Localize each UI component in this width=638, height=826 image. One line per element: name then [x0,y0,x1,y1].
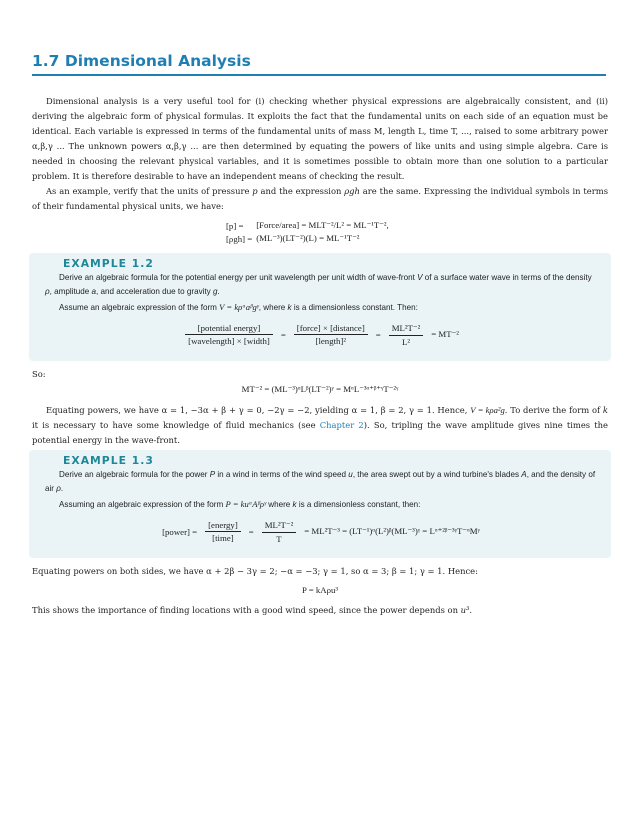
example-1-3-statement: Derive an algebraic formula for the power P in a wind in terms of the wind speed u, the area swept out by a wind turbine's blades A, and the density of air ρ. [45,470,596,494]
equating-paragraph-2: Equating powers on both sides, we have α + 2β − 3γ = 2; −α = −3; γ = 1, so α = 3; β = 1; γ = 1. Hence: [32,565,478,576]
example-1-3-fraction-equation: [power] = $\frac{\text{[energy]}}{\text{[time]}}$ = $\frac{\text{ML²T⁻²}}{T}$ = ML²T⁻³ = (LT⁻¹)ᵅ(L²)ᵝ(ML⁻³)ᵞ = Lᵅ⁺²ᵝ⁻³ᵞT⁻ᵅMᵞ [162,519,480,544]
section-title: 1.7 Dimensional Analysis [32,52,251,70]
fraction: $\frac{\text{ML²T⁻²}}{\text{L²}}$ [389,323,424,347]
so-label: So: [32,368,46,379]
fraction: $\frac{\text{ML²T⁻²}}{T}$ [262,520,297,544]
pressure-eq-row2-lhs: [ρgh] = [226,233,253,244]
intro-paragraph-2: As an example, verify that the units of pressure p and the expression ρgh are the same. Expressing the individual symbols in terms of their fundamental physical units, we have: [32,186,608,212]
equating-paragraph-1: Equating powers, we have α = 1, −3α + β + γ = 0, −2γ = −2, yielding α = 1, β = 2, γ = 1. Hence, V = kρa²g. To derive the form of k it is necessary to have some knowledge of fluid mechanics (see Chapter 2). So, tripling the wave amplitude gives nine times the potential energy in the wave-front. [32,404,608,446]
final-equation: P = kAρu³ [301,584,339,595]
pressure-eq-row2-rhs: (ML⁻³)(LT⁻²)(L) = ML⁻¹T⁻² [256,233,360,244]
so-equation: MT⁻² = (ML⁻³)ᵅLᵝ(LT⁻²)ᵞ = MᵅL⁻³ᵅ⁺ᵝ⁺ᵞT⁻²ᵞ [241,383,399,394]
pressure-eq-row1-lhs: [p] = [226,220,244,231]
pressure-eq-row1-rhs: [Force/area] = MLT⁻²/L² = ML⁻¹T⁻², [256,220,389,231]
example-box-1-2 [29,253,611,361]
closing-paragraph: This shows the importance of finding locations with a good wind speed, since the power depends on u³. [32,604,473,615]
example-heading: EXAMPLE 1.3 [63,454,154,468]
example-heading: EXAMPLE 1.2 [63,257,154,271]
example-1-3-assumption: Assuming an algebraic expression of the form P = kuᵅAᵝρᵞ where k is a dimensionless constant, then: [59,498,421,509]
example-box-1-3 [29,450,611,558]
title-rule [32,74,606,76]
example-1-2-fraction-equation: $\frac{\text{[potential energy]}}{\text{[wavelength] × [width]}}$ = $\frac{\text{[force] × [distance]}}{\text{[length]²}}$ = $\frac{\text{ML²T⁻²}}{\text{L²}}$ = MT⁻² [45,323,597,347]
intro-paragraph-1: Dimensional analysis is a very useful tool for (i) checking whether physical expressions are algebraically consistent, and (ii) deriving the algebraic form of physical formulas. It exploits the fact that the fundamental units on each side of an equation must be identical. Each variable is expressed in terms of the fundamental units of mass M, length L, time T, ..., raised to some arbitrary power α,β,γ ... The unknown powers α,β,γ ... are then determined by equating the powers of like units and using simple algebra. Care is needed in choosing the relevant physical variables, and it is sometimes possible to obtain more than one solution to a particular problem. It is therefore desirable to have an independent means of checking the result. [32,95,608,181]
fraction: $\frac{\text{[force] × [distance]}}{\text{[length]²}}$ [294,323,368,346]
pressure-equation [224,219,391,245]
example-1-2-statement: Derive an algebraic formula for the potential energy per unit wavelength per unit width of wave-front V of a surface water wave in terms of the density ρ, amplitude a, and acceleration due to gravity g. [45,273,592,297]
fraction: $\frac{\text{[potential energy]}}{\text{[wavelength] × [width]}}$ [185,323,273,346]
example-1-2-assumption: Assume an algebraic expression of the form V = kρᵅaᵝgᵞ, where k is a dimensionless constant. Then: [59,301,418,312]
page [32,52,608,618]
chapter-link[interactable]: Chapter 2 [319,420,364,431]
fraction: $\frac{\text{[energy]}}{\text{[time]}}$ [205,520,241,543]
